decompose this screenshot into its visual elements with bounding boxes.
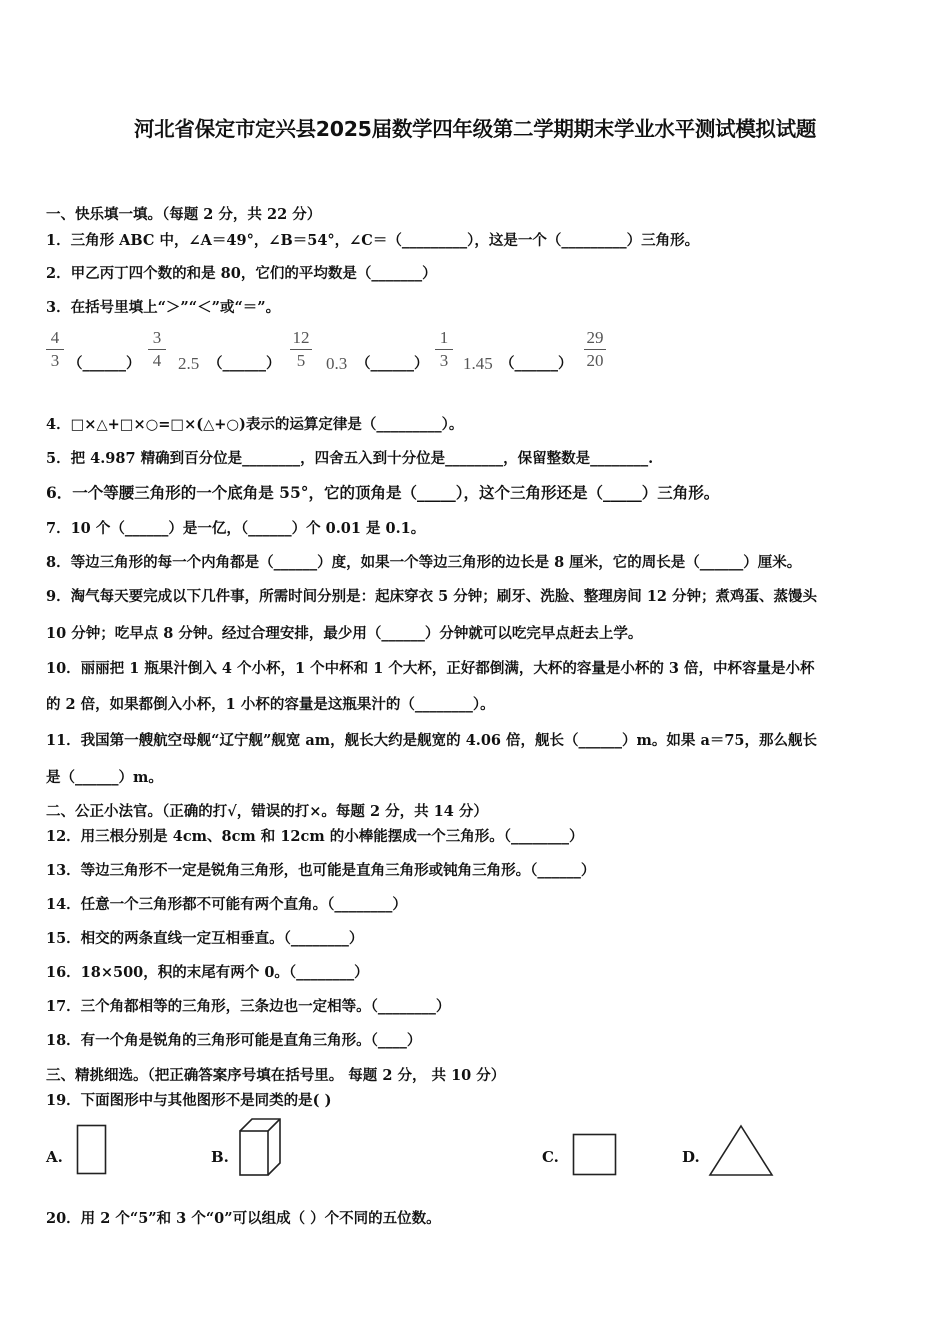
question-20: 20．用 2 个“5”和 3 个“0”可以组成（ ）个不同的五位数。	[46, 1210, 441, 1227]
fraction-denominator: 4	[152, 351, 162, 370]
question-14: 14．任意一个三角形都不可能有两个直角。（________）	[46, 896, 407, 913]
compare-blank-1: （______）	[68, 355, 141, 372]
section-2-heading: 二、公正小法官。（正确的打√，错误的打×。每题 2 分，共 14 分）	[46, 803, 488, 820]
fraction-denominator: 5	[296, 351, 306, 370]
cuboid-figure	[238, 1117, 282, 1177]
fraction-numerator: 4	[50, 328, 60, 347]
question-2: 2．甲乙丙丁四个数的和是 80，它们的平均数是（_______）	[46, 265, 437, 282]
page-title: 河北省保定市定兴县2025届数学四年级第二学期期末学业水平测试模拟试题	[133, 117, 817, 141]
question-16: 16．18×500，积的末尾有两个 0。（________）	[46, 964, 369, 981]
question-7: 7．10 个（______）是一亿，（______）个 0.01 是 0.1。	[46, 520, 426, 537]
question-9-line-1: 9．淘气每天要完成以下几件事，所需时间分别是：起床穿衣 5 分钟；刷牙、洗脸、整理房间 12 分钟；煮鸡蛋、蒸馒头	[46, 588, 818, 605]
question-10-line-2: 的 2 倍，如果都倒入小杯，1 小杯的容量是这瓶果汁的（________）。	[46, 696, 495, 713]
question-13: 13．等边三角形不一定是锐角三角形，也可能是直角三角形或钝角三角形。（______）	[46, 862, 596, 879]
question-6: 6．一个等腰三角形的一个底角是 55°，它的顶角是（_____），这个三角形还是（_____）三角形。	[46, 483, 720, 502]
fraction-numerator: 1	[439, 328, 449, 347]
fraction-numerator: 12	[292, 328, 310, 347]
option-b-label: B.	[211, 1148, 229, 1166]
fraction-29-20	[584, 328, 606, 371]
fraction-numerator: 3	[152, 328, 162, 347]
rectangle-figure	[76, 1124, 108, 1176]
question-11-line-1: 11．我国第一艘航空母舰“辽宁舰”舰宽 am，舰长大约是舰宽的 4.06 倍，舰长（______）m。如果 a＝75，那么舰长	[46, 732, 818, 749]
fraction-numerator: 29	[586, 328, 604, 347]
triangle-figure	[708, 1124, 774, 1178]
question-15: 15．相交的两条直线一定互相垂直。（________）	[46, 930, 364, 947]
fraction-4-3	[46, 328, 64, 371]
fraction-bar	[435, 349, 453, 350]
fraction-1-3	[435, 328, 453, 371]
compare-blank-3: （______）	[356, 355, 429, 372]
question-1: 1．三角形 ABC 中，∠A＝49°，∠B＝54°，∠C＝（_________），这是一个（_________）三角形。	[46, 232, 700, 249]
question-3: 3．在括号里填上“＞”“＜”或“＝”。	[46, 299, 281, 316]
fraction-bar	[148, 349, 166, 350]
fraction-denominator: 3	[50, 351, 60, 370]
question-9-line-2: 10 分钟；吃早点 8 分钟。经过合理安排，最少用（______）分钟就可以吃完早点赶去上学。	[46, 625, 643, 642]
question-5: 5．把 4.987 精确到百分位是________，四舍五入到十分位是________，保留整数是________.	[46, 450, 654, 467]
decimal-0-3: 0.3	[326, 354, 348, 373]
section-3-heading: 三、精挑细选。（把正确答案序号填在括号里。 每题 2 分， 共 10 分）	[46, 1067, 506, 1084]
question-18: 18．有一个角是锐角的三角形可能是直角三角形。（____）	[46, 1032, 422, 1049]
fraction-denominator: 20	[586, 351, 604, 370]
decimal-2-5: 2.5	[178, 354, 200, 373]
question-8: 8．等边三角形的每一个内角都是（______）度，如果一个等边三角形的边长是 8 厘米，它的周长是（______）厘米。	[46, 554, 802, 571]
fraction-12-5	[290, 328, 312, 371]
square-figure	[572, 1133, 618, 1177]
question-12: 12．用三根分别是 4cm、8cm 和 12cm 的小棒能摆成一个三角形。（________）	[46, 828, 584, 845]
question-11-line-2: 是（______）m。	[46, 769, 163, 786]
compare-blank-4: （______）	[500, 355, 573, 372]
question-4: 4．□×△+□×○=□×(△+○)表示的运算定律是（_________）。	[46, 416, 464, 433]
option-a-label: A.	[46, 1148, 63, 1166]
decimal-1-45: 1.45	[463, 354, 493, 373]
question-19: 19．下面图形中与其他图形不是同类的是( )	[46, 1092, 332, 1109]
question-17: 17．三个角都相等的三角形，三条边也一定相等。（________）	[46, 998, 451, 1015]
question-10-line-1: 10．丽丽把 1 瓶果汁倒入 4 个小杯，1 个中杯和 1 个大杯，正好都倒满，大杯的容量是小杯的 3 倍，中杯容量是小杯	[46, 660, 815, 677]
fraction-bar	[290, 349, 312, 350]
fraction-3-4	[148, 328, 166, 371]
compare-blank-2: （______）	[208, 355, 281, 372]
fraction-denominator: 3	[439, 351, 449, 370]
option-d-label: D.	[682, 1148, 700, 1166]
option-c-label: C.	[542, 1148, 559, 1166]
section-1-heading: 一、快乐填一填。（每题 2 分，共 22 分）	[46, 206, 322, 223]
fraction-bar	[46, 349, 64, 350]
fraction-bar	[584, 349, 606, 350]
